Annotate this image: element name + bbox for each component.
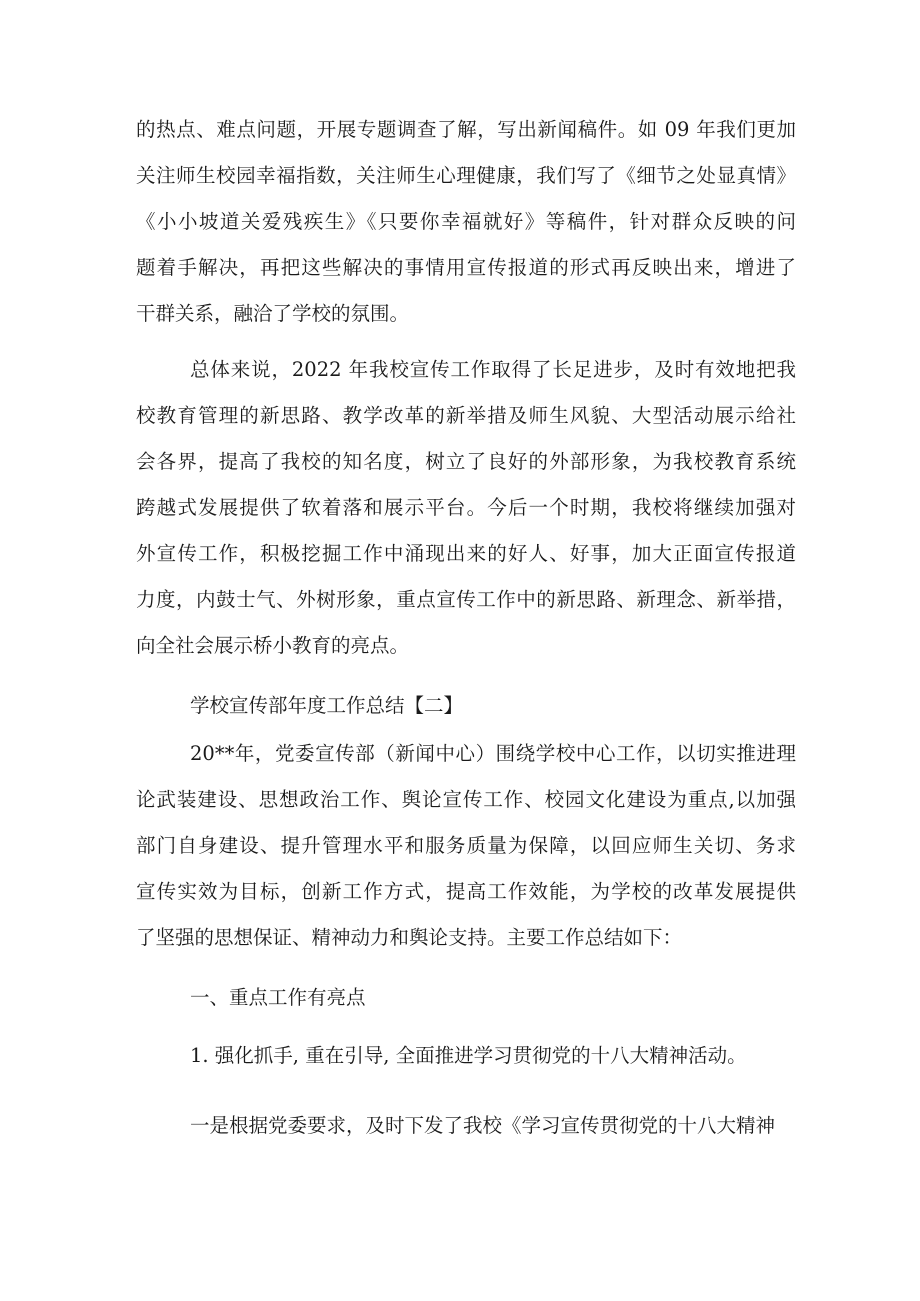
paragraph-3-line-5: 了坚强的思想保证、精神动力和舆论支持。主要工作总结如下： — [136, 926, 683, 949]
item-1: 1. 强化抓手, 重在引导, 全面推进学习贯彻党的十八大精神活动。 — [190, 1044, 747, 1067]
paragraph-1-line-4: 题着手解决，再把这些解决的事情用宣传报道的形式再反映出来，增进了 — [136, 256, 796, 279]
paragraph-2-line-5: 外宣传工作，积极挖掘工作中涌现出来的好人、好事，加大正面宣传报道 — [136, 542, 796, 565]
paragraph-4-line-1: 一是根据党委要求，及时下发了我校《学习宣传贯彻党的十八大精神 — [190, 1114, 776, 1137]
section-1-title: 一、重点工作有亮点 — [190, 986, 366, 1009]
paragraph-1-line-3: 《小小坡道关爱残疾生》《只要你幸福就好》等稿件，针对群众反映的问 — [136, 210, 796, 233]
paragraph-2-line-1: 总体来说，2022 年我校宣传工作取得了长足进步，及时有效地把我 — [190, 358, 796, 381]
paragraph-1-line-5: 干群关系，融洽了学校的氛围。 — [136, 302, 410, 325]
paragraph-2-line-6: 力度，内鼓士气、外树形象，重点宣传工作中的新思路、新理念、新举措， — [136, 588, 796, 611]
paragraph-3-line-4: 宣传实效为目标，创新工作方式，提高工作效能，为学校的改革发展提供 — [136, 880, 796, 903]
paragraph-3-line-3: 部门自身建设、提升管理水平和服务质量为保障，以回应师生关切、务求 — [136, 834, 796, 857]
paragraph-3-line-2: 论武装建设、思想政治工作、舆论宣传工作、校园文化建设为重点,以加强 — [136, 788, 796, 811]
paragraph-3-line-1: 20**年，党委宣传部（新闻中心）围绕学校中心工作，以切实推进理 — [190, 742, 796, 765]
paragraph-1-line-2: 关注师生校园幸福指数，关注师生心理健康，我们写了《细节之处显真情》 — [136, 164, 796, 187]
paragraph-1-line-1: 的热点、难点问题，开展专题调查了解，写出新闻稿件。如 09 年我们更加 — [136, 118, 796, 141]
paragraph-2-line-7: 向全社会展示桥小教育的亮点。 — [136, 634, 410, 657]
paragraph-2-line-4: 跨越式发展提供了软着落和展示平台。今后一个时期，我校将继续加强对 — [136, 496, 796, 519]
paragraph-2-line-3: 会各界，提高了我校的知名度，树立了良好的外部形象，为我校教育系统 — [136, 450, 796, 473]
paragraph-2-line-2: 校教育管理的新思路、教学改革的新举措及师生风貌、大型活动展示给社 — [136, 404, 796, 427]
section-heading: 学校宣传部年度工作总结【二】 — [190, 694, 464, 717]
